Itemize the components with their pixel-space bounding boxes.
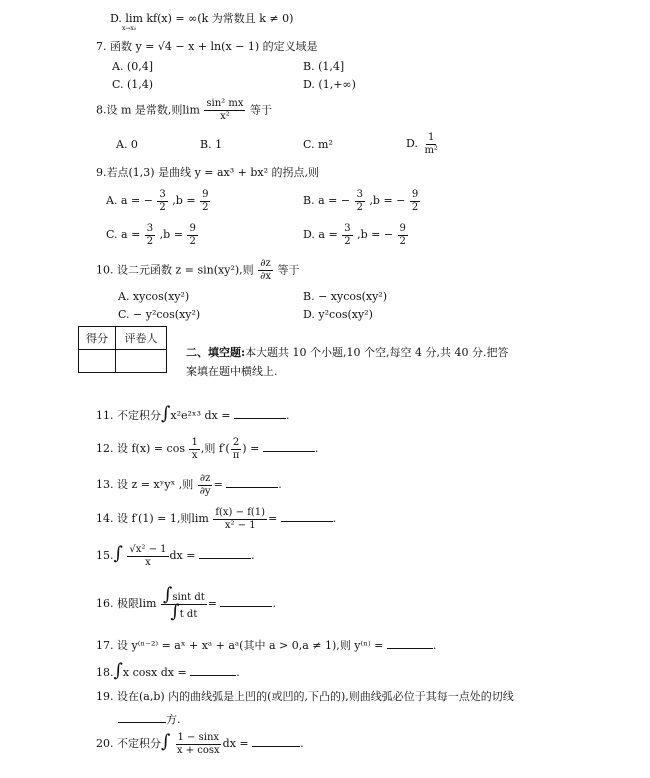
q9-c-den2: 2 xyxy=(189,235,196,247)
q13-den: ∂y xyxy=(199,485,211,497)
q16-den-text: t dt xyxy=(179,608,198,620)
q9-b-mid: ,b = − xyxy=(369,194,406,207)
integral-sign-icon: ∫ xyxy=(162,583,173,605)
q19-end: 方. xyxy=(166,713,181,726)
q9-option-d xyxy=(303,222,409,248)
q6-limit-subscript: x→x₀ xyxy=(122,25,137,32)
q10-stem xyxy=(96,258,299,283)
q9-c-num1: 3 xyxy=(146,222,154,234)
q15-pre: 15. xyxy=(96,549,114,562)
q9-d-pre: D. a = xyxy=(303,228,338,241)
q13 xyxy=(96,472,282,498)
q8-option-c: C. m² xyxy=(303,138,333,151)
q9-d-den2: 2 xyxy=(399,235,406,247)
section-2-instructions xyxy=(186,343,566,381)
q16-pre: 16. 极限lim xyxy=(96,597,157,610)
q20-frac xyxy=(175,732,222,757)
q20-answer-blank[interactable] xyxy=(252,734,300,747)
q14-frac xyxy=(213,507,267,532)
q9-b-frac2 xyxy=(410,189,420,214)
q15-post: dx = xyxy=(169,549,196,562)
q15-answer-blank[interactable] xyxy=(199,546,251,559)
q7-option-a: A. (0,4] xyxy=(112,60,154,73)
q17 xyxy=(96,636,436,653)
q9-d-frac2 xyxy=(398,223,408,248)
q15-frac xyxy=(127,544,168,569)
q8-option-d-num: 1 xyxy=(428,131,435,143)
q18-body: x cosx dx = xyxy=(122,666,187,679)
q12-den1: x xyxy=(191,449,198,461)
q12-frac2 xyxy=(231,437,242,462)
q9-option-a xyxy=(106,188,211,214)
q13-answer-blank[interactable] xyxy=(226,475,278,488)
q12-mid: ,则 f′( xyxy=(200,442,230,455)
q13-pre: 13. 设 z = xʸyˣ ,则 xyxy=(96,478,194,491)
q16 xyxy=(96,583,276,622)
q16-end: . xyxy=(272,597,276,610)
q9-d-num1: 3 xyxy=(344,222,351,234)
q10-option-c: C. − y²cos(xy²) xyxy=(118,308,201,321)
grader-header: 评卷人 xyxy=(116,327,167,350)
score-header: 得分 xyxy=(79,327,116,350)
q9-b-num2: 9 xyxy=(411,188,419,200)
q17-answer-blank[interactable] xyxy=(387,636,433,649)
q9-a-pre: A. a = − xyxy=(106,194,153,207)
q16-answer-blank[interactable] xyxy=(220,594,272,607)
integral-sign-icon: ∫ xyxy=(161,731,171,752)
q9-stem: 9.若点(1,3) 是曲线 y = ax³ + bx² 的拐点,则 xyxy=(96,166,320,179)
q17-end: . xyxy=(432,639,437,652)
q12-den2: π xyxy=(232,449,240,461)
q17-text: 17. 设 y⁽ⁿ⁻²⁾ = aˣ + xᵃ + aᵃ(其中 a > 0,a ≠ 1),则 y⁽ⁿ⁾ = xyxy=(96,639,384,652)
grader-cell[interactable] xyxy=(116,350,167,373)
q14-answer-blank[interactable] xyxy=(281,509,333,522)
integral-sign-icon: ∫ xyxy=(113,543,123,564)
q8-fraction xyxy=(204,98,245,123)
q20-num: 1 − sinx xyxy=(177,731,220,743)
section-2-title: 二、填空题: xyxy=(186,346,246,359)
q11-end: . xyxy=(285,409,290,422)
q18-answer-blank[interactable] xyxy=(190,663,236,676)
q8-option-d-den: m² xyxy=(424,144,438,156)
q11-body: x²e²ˣ³ dx = xyxy=(170,409,231,422)
q9-a-den1: 2 xyxy=(159,201,166,213)
q9-a-mid: ,b = xyxy=(172,194,196,207)
q9-a-num1: 3 xyxy=(159,188,166,200)
score-table-header-row xyxy=(79,327,167,350)
q16-den xyxy=(168,600,199,622)
q11-answer-blank[interactable] xyxy=(234,406,286,419)
q8-stem-pre: 8.设 m 是常数,则lim xyxy=(96,103,200,117)
q9-a-num2: 9 xyxy=(202,188,209,200)
score-table-blank-row xyxy=(79,350,167,373)
q9-c-frac2 xyxy=(187,223,197,248)
q12-num1: 1 xyxy=(191,436,198,448)
q10-denominator: ∂x xyxy=(260,271,271,282)
q9-d-num2: 9 xyxy=(399,222,406,234)
q11-pre: 11. 不定积分 xyxy=(96,409,161,422)
q19-line1: 19. 设在(a,b) 内的曲线弧是上凹的(或凹的,下凸的),则曲线弧必位于其每一点处的切线 xyxy=(96,690,514,703)
q8-denominator: x² xyxy=(220,111,230,122)
q9-c-mid: ,b = xyxy=(159,228,183,241)
q8-option-d xyxy=(406,131,441,157)
section-2-line1 xyxy=(186,343,566,362)
q20 xyxy=(96,730,304,758)
q19-line2 xyxy=(118,710,181,727)
q9-d-frac1 xyxy=(342,223,352,248)
q9-a-den2: 2 xyxy=(202,201,209,213)
q10-stem-pre: 10. 设二元函数 z = sin(xy²),则 xyxy=(96,263,254,277)
q15-num: √x² − 1 xyxy=(129,543,167,555)
q12-pre: 12. 设 f(x) = cos xyxy=(96,442,185,455)
q8-option-d-fraction xyxy=(422,132,440,157)
q14-end: . xyxy=(332,512,337,525)
q16-num-text: sint dt xyxy=(172,591,205,603)
q14 xyxy=(96,506,336,532)
q14-post: = xyxy=(268,512,278,525)
q8-option-a: A. 0 xyxy=(116,138,138,151)
q12-end: . xyxy=(314,442,319,455)
q9-b-den2: 2 xyxy=(411,201,419,213)
q9-a-frac2 xyxy=(200,189,210,214)
q13-num: ∂z xyxy=(199,472,211,484)
q10-numerator: ∂z xyxy=(260,258,271,269)
q8-stem xyxy=(96,98,272,123)
section-2-text1: 本大题共 10 个小题,10 个空,每空 4 分,共 40 分.把答 xyxy=(245,346,509,359)
q6-option-d-text: D. lim kf(x) = ∞(k 为常数且 k ≠ 0) xyxy=(110,12,294,25)
q7-option-d: D. (1,+∞) xyxy=(303,78,356,91)
q20-pre: 20. 不定积分 xyxy=(96,737,161,750)
q6-option-d xyxy=(110,12,293,26)
q14-num: f(x) − f(1) xyxy=(215,506,266,518)
q14-den: x² − 1 xyxy=(224,519,256,531)
q10-option-a: A. xycos(xy²) xyxy=(118,290,190,303)
q7-option-b: B. (1,4] xyxy=(303,60,345,73)
q10-option-b: B. − xycos(xy²) xyxy=(303,290,388,303)
q9-a-frac1 xyxy=(157,189,167,214)
q9-d-den1: 2 xyxy=(344,235,351,247)
q7-option-c: C. (1,4) xyxy=(112,78,154,91)
q12-answer-blank[interactable] xyxy=(263,439,315,452)
q18-end: . xyxy=(236,666,240,679)
q9-c-pre: C. a = xyxy=(106,228,141,241)
q16-num xyxy=(161,583,207,605)
q10-option-d: D. y²cos(xy²) xyxy=(303,308,373,321)
q15-den: x xyxy=(145,556,151,568)
q13-frac xyxy=(198,473,213,498)
q9-b-frac1 xyxy=(355,189,365,214)
q8-numerator: sin² mx xyxy=(206,98,244,109)
q11 xyxy=(96,403,290,426)
q9-b-den1: 2 xyxy=(356,201,363,213)
q16-frac xyxy=(161,583,207,622)
q20-den: x + cosx xyxy=(176,744,220,756)
section-2-line2: 案填在题中横线上. xyxy=(186,365,278,378)
q12-frac1 xyxy=(189,437,199,462)
q9-c-num2: 9 xyxy=(189,222,196,234)
integral-sign-icon: ∫ xyxy=(113,660,123,681)
q7-stem: 7. 函数 y = √4 − x + ln(x − 1) 的定义域是 xyxy=(96,40,318,53)
q13-end: . xyxy=(278,478,282,491)
score-cell[interactable] xyxy=(79,350,116,373)
q8-option-d-label: D. xyxy=(406,137,418,150)
q10-fraction xyxy=(258,258,273,283)
q9-b-pre: B. a = − xyxy=(303,194,351,207)
q9-option-b xyxy=(303,188,421,214)
q18 xyxy=(96,660,240,686)
integral-sign-icon: ∫ xyxy=(161,403,171,424)
q9-b-num1: 3 xyxy=(356,188,363,200)
q8-stem-post: 等于 xyxy=(249,103,272,117)
integral-sign-icon: ∫ xyxy=(170,600,180,622)
q9-d-mid: ,b = − xyxy=(357,228,394,241)
q14-pre: 14. 设 f′(1) = 1,则lim xyxy=(96,512,209,525)
q20-post: dx = xyxy=(222,737,249,750)
q13-post: = xyxy=(213,478,223,491)
q12-num2: 2 xyxy=(232,436,240,448)
q12 xyxy=(96,436,318,462)
q19-answer-blank[interactable] xyxy=(118,710,166,723)
q20-end: . xyxy=(300,737,304,750)
score-table xyxy=(78,326,167,373)
q18-pre: 18. xyxy=(96,666,114,679)
q15 xyxy=(96,542,254,570)
q12-post: ) = xyxy=(242,442,260,455)
q9-option-c xyxy=(106,222,199,248)
q8-option-b: B. 1 xyxy=(200,138,223,151)
q10-stem-post: 等于 xyxy=(277,263,300,277)
q9-c-frac1 xyxy=(145,223,155,248)
q9-c-den1: 2 xyxy=(146,235,154,247)
q16-post: = xyxy=(207,597,217,610)
q15-end: . xyxy=(250,549,255,562)
